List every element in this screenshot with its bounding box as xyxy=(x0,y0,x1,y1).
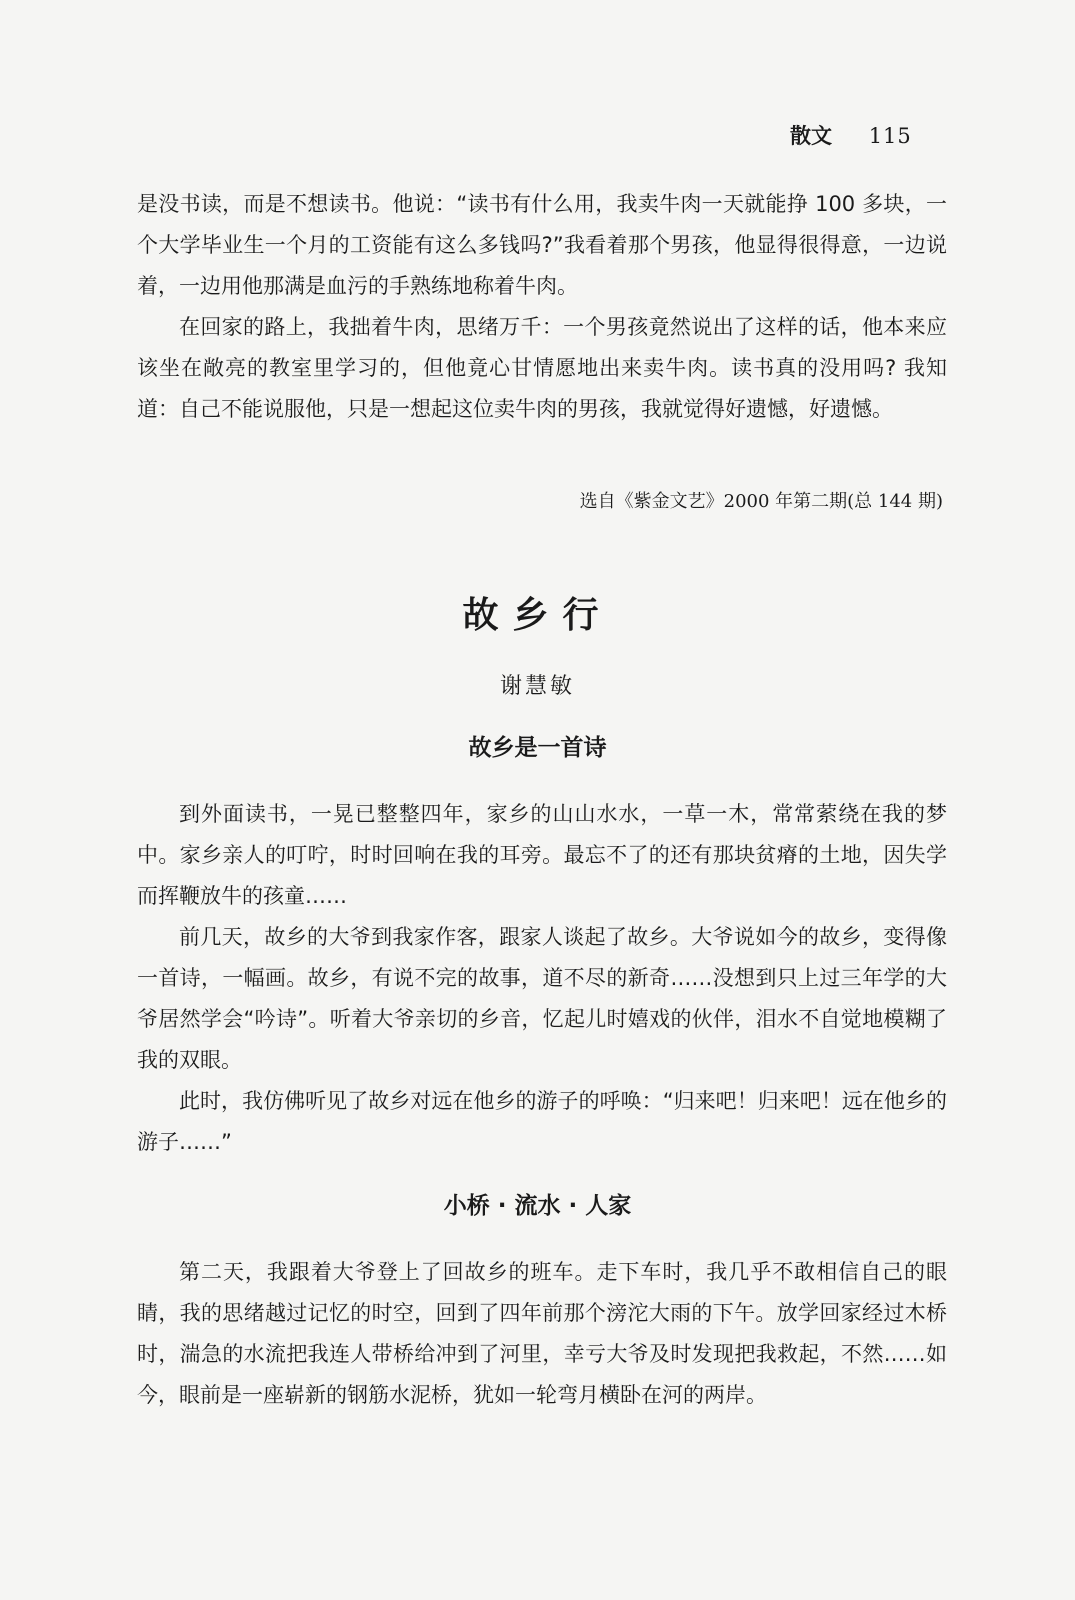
article-paragraph: 此时，我仿佛听见了故乡对远在他乡的游子的呼唤：“归来吧！归来吧！远在他乡的游子……” xyxy=(137,1089,947,1154)
prev-article-paragraph: 是没书读，而是不想读书。他说：“读书有什么用，我卖牛肉一天就能挣 100 多块，一个大学毕业生一个月的工资能有这么多钱吗?”我看着那个男孩，他显得很得意，一边说着，一边用他那满是血污的手熟练地称着牛肉。 xyxy=(137,192,947,298)
article-paragraph: 到外面读书，一晃已整整四年，家乡的山山水水，一草一木，常常萦绕在我的梦中。家乡亲人的叮咛，时时回响在我的耳旁。最忘不了的还有那块贫瘠的土地，因失学而挥鞭放牛的孩童…… xyxy=(137,802,947,908)
prev-article-paragraph: 在回家的路上，我拙着牛肉，思绪万千：一个男孩竟然说出了这样的话，他本来应该坐在敞亮的教室里学习的，但他竟心甘情愿地出来卖牛肉。读书真的没用吗? 我知道：自己不能说服他，只是一想起这位卖牛肉的男孩，我就觉得好遗憾，好遗憾。 xyxy=(137,315,947,421)
section-heading: 小桥 · 流水 · 人家 xyxy=(443,1193,632,1219)
article-paragraph: 前几天，故乡的大爷到我家作客，跟家人谈起了故乡。大爷说如今的故乡，变得像一首诗，一幅画。故乡，有说不完的故事，道不尽的新奇……没想到只上过三年学的大爷居然学会“吟诗”。听着大爷亲切的乡音，忆起儿时嬉戏的伙伴，泪水不自觉地模糊了我的双眼。 xyxy=(137,925,947,1072)
running-header xyxy=(790,121,990,151)
page-number: 115 xyxy=(868,124,912,148)
article-author: 谢慧敏 xyxy=(499,674,575,699)
article-title: 故乡行 xyxy=(462,594,613,636)
article-paragraph: 第二天，我跟着大爷登上了回故乡的班车。走下车时，我几乎不敢相信自己的眼睛，我的思绪越过记忆的时空，回到了四年前那个滂沱大雨的下午。放学回家经过木桥时，湍急的水流把我连人带桥给冲到了河里，幸亏大爷及时发现把我救起，不然……如今，眼前是一座崭新的钢筋水泥桥，犹如一轮弯月横卧在河的两岸。 xyxy=(137,1260,947,1407)
section-name: 散文 xyxy=(790,124,832,148)
section-heading: 故乡是一首诗 xyxy=(468,735,607,761)
source-citation: 选自《紫金文艺》2000 年第二期(总 144 期) xyxy=(579,491,943,512)
